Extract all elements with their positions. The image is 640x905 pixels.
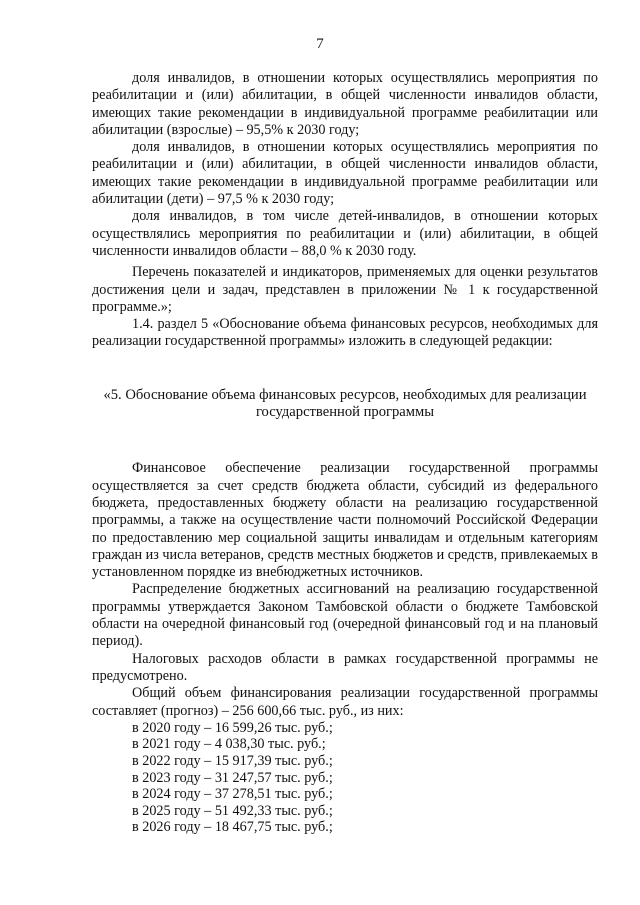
- funding-year-line: в 2020 году – 16 599,26 тыс. руб.;: [132, 719, 333, 736]
- indicators-list-reference: Перечень показателей и индикаторов, применяемых для оценки результатов достижения цели и задач, представлен в приложении № 1 к государственной программе.»;: [92, 264, 598, 315]
- body-paragraph: Распределение бюджетных ассигнований на реализацию государственной программы утверждается Законом Тамбовской области о бюджете Тамбовской области на очередной финансовый год (очередной финансовый год и на плановый период).: [92, 581, 598, 650]
- section-heading: «5. Обоснование объема финансовых ресурсов, необходимых для реализации государственной программы: [103, 386, 587, 421]
- funding-year-line: в 2024 году – 37 278,51 тыс. руб.;: [132, 786, 333, 803]
- indicator-paragraph: доля инвалидов, в отношении которых осуществлялись мероприятия по реабилитации и (или) абилитации, в общей численности инвалидов области, имеющих такие рекомендации в индивидуальной программе реабилитации или абилитации (дети) – 97,5 % к 2030 году;: [92, 139, 598, 208]
- body-paragraph: Общий объем финансирования реализации государственной программы составляет (прогноз) – 256 600,66 тыс. руб., из них:: [92, 685, 598, 719]
- body-paragraph: Налоговых расходов области в рамках государственной программы не предусмотрено.: [92, 650, 598, 684]
- page-number: 7: [316, 36, 324, 52]
- funding-year-line: в 2026 году – 18 467,75 тыс. руб.;: [132, 819, 333, 836]
- funding-year-line: в 2022 году – 15 917,39 тыс. руб.;: [132, 752, 333, 769]
- amendment-clause: 1.4. раздел 5 «Обоснование объема финансовых ресурсов, необходимых для реализации государственной программы» изложить в следующей редакции:: [92, 316, 598, 350]
- document-body: [92, 70, 598, 836]
- funding-year-line: в 2021 году – 4 038,30 тыс. руб.;: [132, 736, 326, 753]
- body-paragraph: Финансовое обеспечение реализации государственной программы осуществляется за счет средств бюджета области, субсидий из федерального бюджета, предоставленных бюджету области на реализацию государственной программы, а также на осуществление части полномочий Российской Федерации по предоставлению мер социальной защиты инвалидам и отдельным категориям граждан из числа ветеранов, средств местных бюджетов и средств, привлекаемых в установленном порядке из внебюджетных источников.: [92, 460, 599, 581]
- indicator-paragraph: доля инвалидов, в отношении которых осуществлялись мероприятия по реабилитации и (или) абилитации, в общей численности инвалидов области, имеющих такие рекомендации в индивидуальной программе реабилитации или абилитации (взрослые) – 95,5% к 2030 году;: [92, 70, 598, 138]
- funding-year-line: в 2025 году – 51 492,33 тыс. руб.;: [132, 802, 333, 819]
- funding-year-line: в 2023 году – 31 247,57 тыс. руб.;: [132, 769, 333, 786]
- indicator-paragraph: доля инвалидов, в том числе детей-инвалидов, в отношении которых осуществлялись мероприятия по реабилитации и (или) абилитации, в общей численности инвалидов области – 88,0 % к 2030 году.: [92, 208, 598, 259]
